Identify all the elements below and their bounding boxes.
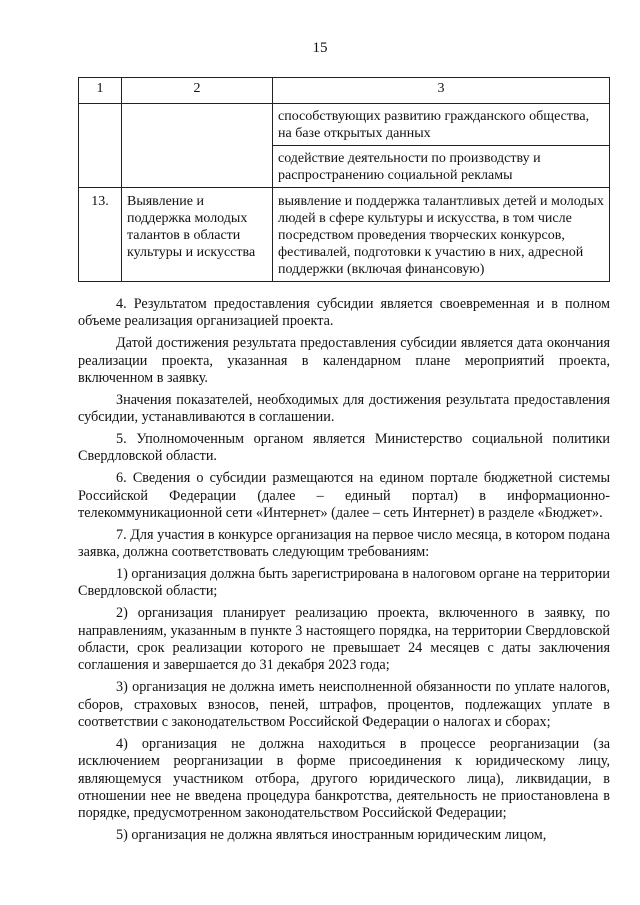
paragraph: 4. Результатом предоставления субсидии является своевременная и в полном объеме реализация организацией проекта.: [78, 296, 610, 330]
paragraph: Значения показателей, необходимых для достижения результата предоставления субсидии, устанавливаются в соглашении.: [78, 391, 610, 426]
paragraph: 5) организация не должна являться иностранным юридическим лицом,: [116, 827, 547, 844]
table-row-continuation: [79, 104, 610, 188]
paragraph: 3) организация не должна иметь неисполненной обязанности по уплате налогов, сборов, страховых взносов, пеней, штрафов, процентов, подлежащих уплате в соответствии с законодательством Российской Федерации о налогах и сборах;: [78, 679, 610, 731]
paragraph: 5. Уполномоченным органом является Министерство социальной политики Свердловской области.: [78, 431, 610, 465]
table-cell-empty: [122, 104, 273, 188]
row-description: выявление и поддержка талантливых детей и молодых людей в сфере культуры и искусства, в том числе посредством проведения творческих конкурсов, фестивалей, подготовки к участию в них, адресной поддержки (включая финансовую): [273, 188, 610, 282]
grants-table: [78, 77, 610, 282]
table-header-row: [79, 78, 610, 104]
paragraph: Датой достижения результата предоставления субсидии является дата окончания реализации проекта, указанная в календарном плане мероприятий проекта, включенном в заявку.: [78, 335, 610, 387]
page-number: 15: [312, 40, 328, 56]
header-col-3: 3: [273, 78, 610, 104]
row-number: 13.: [79, 188, 122, 282]
table-cell-empty: [79, 104, 122, 188]
table-row-13: [79, 188, 610, 282]
paragraph: 4) организация не должна находиться в процессе реорганизации (за исключением реорганизации в форме присоединения к юридическому лицу, являющемуся участником отбора, другого юридического лица), ликвидации, в отношении нее не введена процедура банкротства, деятельность не приостановлена в порядке, предусмотренном законодательством Российской Федерации;: [78, 735, 610, 822]
paragraph: 1) организация должна быть зарегистрирована в налоговом органе на территории Свердловской области;: [78, 566, 610, 600]
row-direction: Выявление и поддержка молодых талантов в области культуры и искусства: [122, 188, 273, 282]
document-body: [78, 296, 610, 849]
paragraph: 6. Сведения о субсидии размещаются на едином портале бюджетной системы Российской Федерации (далее – единый портал) в информационно-телекоммуникационной сети «Интернет» (далее – сеть Интернет) в разделе «Бюджет».: [78, 470, 610, 522]
paragraph: 7. Для участия в конкурсе организация на первое число месяца, в котором подана заявка, должна соответствовать следующим требованиям:: [78, 526, 610, 561]
table-item: содействие деятельности по производству и распространению социальной рекламы: [273, 145, 609, 187]
header-col-1: 1: [79, 78, 122, 104]
table-cell-items: [273, 104, 610, 188]
paragraph: 2) организация планирует реализацию проекта, включенного в заявку, по направлениям, указанным в пункте 3 настоящего порядка, на территории Свердловской области, срок реализации которого не превышает 24 месяцев с даты заключения соглашения и завершается до 31 декабря 2023 года;: [78, 605, 610, 674]
header-col-2: 2: [122, 78, 273, 104]
table-item: способствующих развитию гражданского общества, на базе открытых данных: [278, 109, 590, 141]
